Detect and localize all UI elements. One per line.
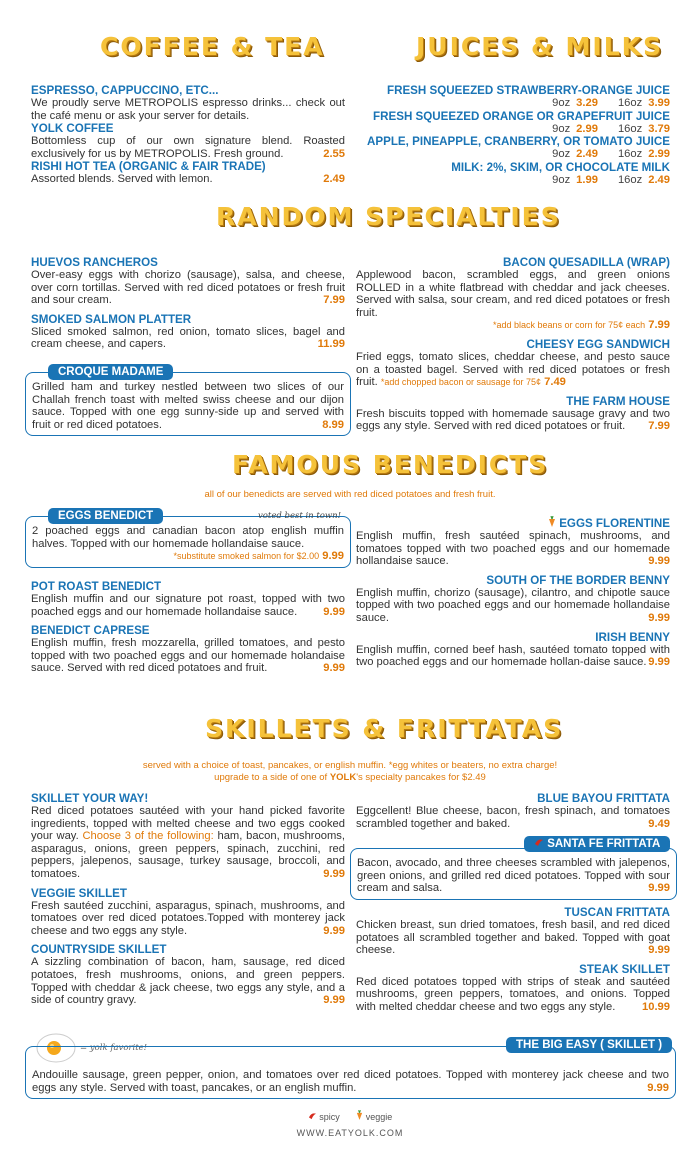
veggie-icon <box>548 516 556 530</box>
juices-column <box>356 84 670 186</box>
benedicts-note: all of our benedicts are served with red diced potatoes and fresh fruit. <box>204 489 496 500</box>
juice-item: FRESH SQUEEZED STRAWBERRY-ORANGE JUICE 9oz 3.29 16oz 3.99 <box>356 84 670 110</box>
voted-best-tag: voted best in town! <box>258 511 342 521</box>
item-desc: Bacon, avocado, and three cheeses scrambled with jalepenos, green onions, and grilled red diced potatoes. Topped with sour cream and salsa. 9.99 <box>357 857 670 895</box>
item-name: SOUTH OF THE BORDER BENNY <box>486 573 670 587</box>
item-name: TUSCAN FRITTATA <box>564 906 670 919</box>
item-price: 7.99 <box>648 420 670 433</box>
big-easy-box <box>25 1046 676 1099</box>
item-desc: We proudly serve METROPOLIS espresso drinks... check out the café menu or ask your server for details. <box>31 97 345 122</box>
juice-item: FRESH SQUEEZED ORANGE OR GRAPEFRUIT JUICE 9oz 2.99 16oz 3.79 <box>356 110 670 136</box>
item-desc: Fresh sautéed zucchini, asparagus, spinach, mushrooms, and tomatoes over red diced potatoes.Topped with monterey jack cheese and two eggs any style. 9.99 <box>31 899 345 937</box>
item-name: CHEESY EGG SANDWICH <box>526 337 670 351</box>
item-price: 9.99 <box>648 611 670 624</box>
yolk-favorite-label: = yolk favorite! <box>80 1043 148 1053</box>
coffee-column <box>31 84 345 186</box>
item-price: 9.99 <box>648 555 670 568</box>
random-left-column <box>31 256 345 357</box>
famous-benedicts-title: FAMOUS BENEDICTS <box>232 450 549 479</box>
item-price: 9.99 <box>648 656 670 669</box>
item-price: 2.55 <box>323 147 345 160</box>
item-name: BENEDICT CAPRESE <box>31 624 150 638</box>
item-desc: Applewood bacon, scrambled eggs, and green onions ROLLED in a white flatbread with cheddar and jack cheeses. Served with salsa, sour cream, and red diced potatoes or fresh fruit. <box>356 269 670 319</box>
item-name: BACON QUESADILLA (WRAP) <box>502 256 670 269</box>
website-url[interactable]: WWW.EATYOLK.COM <box>296 1128 404 1138</box>
menu-item <box>356 256 670 332</box>
skillets-note: served with a choice of toast, pancakes, or english muffin. *egg whites or beaters, no extra charge! upgrade to a side of one of YOLK's specialty pancakes for $2.49 <box>142 760 558 783</box>
menu-item <box>31 624 345 675</box>
eggs-benedict-tab: EGGS BENEDICT <box>48 508 163 524</box>
item-desc: Over-easy eggs with chorizo (sausage), salsa, and cheese, over corn tortillas. Served with red diced potatoes or fresh fruit and sour cream. 7.99 <box>31 269 345 307</box>
menu-item <box>356 574 670 625</box>
item-name: VEGGIE SKILLET <box>31 886 127 900</box>
item-desc: English muffin, corned beef hash, sautéed tomato topped with two poached eggs and our homemade hollan-daise sauce. 9.99 <box>356 643 670 669</box>
item-name: RISHI HOT TEA (ORGANIC & FAIR TRADE) <box>31 160 266 174</box>
menu-item <box>356 906 670 957</box>
item-desc: English muffin and our signature pot roast, topped with two poached eggs and our homemade hollandaise sauce. 9.99 <box>31 593 345 618</box>
item-name: FRESH SQUEEZED STRAWBERRY-ORANGE JUICE <box>386 84 670 97</box>
item-desc: 2 poached eggs and canadian bacon atop english muffin halves. Topped with our homemade hollandaise sauce. <box>32 525 344 550</box>
item-name: BLUE BAYOU FRITTATA <box>537 792 670 805</box>
benedicts-right-column <box>356 516 670 675</box>
item-price: 9.99 <box>323 994 345 1007</box>
item-desc: Eggcellent! Blue cheese, bacon, fresh spinach, and tomatoes scrambled together and baked. 9.49 <box>356 805 670 830</box>
item-note: *add chopped bacon or sausage for 75¢ <box>380 377 541 388</box>
santa-fe-box <box>350 848 677 900</box>
item-name: APPLE, PINEAPPLE, CRANBERRY, OR TOMATO JUICE <box>367 135 670 149</box>
menu-item <box>31 256 345 307</box>
menu-item <box>31 887 345 938</box>
juice-item: MILK: 2%, SKIM, OR CHOCOLATE MILK 9oz 1.99 16oz 2.49 <box>356 161 670 187</box>
item-price: 9.99 <box>323 867 345 880</box>
benedicts-left-column <box>31 580 345 681</box>
random-specialties-title: RANDOM SPECIALTIES <box>216 202 561 231</box>
item-price: 7.99 <box>323 294 345 307</box>
big-easy-tab: THE BIG EASY ( SKILLET ) <box>506 1037 672 1053</box>
item-note: *substitute smoked salmon for $2.00 <box>173 551 320 562</box>
item-price: 8.99 <box>322 418 344 431</box>
menu-item <box>356 631 670 669</box>
menu-item <box>356 338 670 389</box>
item-desc: English muffin, chorizo (sausage), cilantro, and chipotle sauce topped with two poached eggs and our homemade hollandaise sauce. 9.99 <box>356 586 670 624</box>
item-price: 7.49 <box>544 376 566 389</box>
item-desc: Red diced potatoes topped with strips of steak and sautéed mushrooms, green peppers, tomatoes, and onions. Topped with melted cheddar cheese and two eggs any style. 10.99 <box>356 975 670 1013</box>
item-name: MILK: 2%, SKIM, OR CHOCOLATE MILK <box>451 160 670 174</box>
juices-milks-title: JUICES & MILKS <box>416 32 664 61</box>
item-price: 2.49 <box>323 173 345 186</box>
item-desc: Fried eggs, tomato slices, cheddar cheese, and pesto sauce on a toasted bagel. Served with red diced potatoes or fresh fruit. *add chopped bacon or sausage for 75¢ 7.49 <box>356 350 670 389</box>
menu-item <box>31 580 345 618</box>
item-name: POT ROAST BENEDICT <box>31 580 162 593</box>
item-price: 9.99 <box>323 605 345 618</box>
item-price: 9.99 <box>648 944 670 957</box>
item-desc: English muffin, fresh mozzarella, grilled tomatoes, and pesto topped with two poached eggs and our homemade holandaise sauce. Served with red diced potatoes and fruit. 9.99 <box>31 637 345 675</box>
croque-madame-box <box>25 372 351 436</box>
item-desc: Chicken breast, sun dried tomatoes, fresh basil, and red diced potatoes all scrambled together and baked. Topped with goat cheese. 9.99 <box>356 919 670 957</box>
item-name: SKILLET YOUR WAY! <box>31 792 149 805</box>
item-desc: Red diced potatoes sautéed with your hand picked favorite ingredients, topped with melted cheese and two eggs cooked your way. Choose 3 of the following: ham, bacon, mushrooms, asparagus, onions, green peppers, spinach, zucchini, red peppers, jalepenos, sausage, turkey sausage, broccoli, and tomatoes. 9.99 <box>31 805 345 880</box>
legend <box>0 1110 700 1122</box>
skillets-right-column <box>356 792 670 836</box>
spicy-label: spicy <box>319 1112 340 1122</box>
spicy-icon <box>308 1112 317 1122</box>
coffee-tea-title: COFFEE & TEA <box>100 32 325 61</box>
item-note: *add black beans or corn for 75¢ each <box>493 320 646 331</box>
item-name: YOLK COFFEE <box>31 122 114 136</box>
skillets-left-column <box>31 792 345 1013</box>
juice-item: APPLE, PINEAPPLE, CRANBERRY, OR TOMATO JUICE 9oz 2.49 16oz 2.99 <box>356 135 670 161</box>
item-name: FRESH SQUEEZED ORANGE OR GRAPEFRUIT JUICE <box>373 109 670 123</box>
item-name: SMOKED SALMON PLATTER <box>31 312 192 326</box>
item-desc: Sliced smoked salmon, red onion, tomato slices, bagel and cream cheese, and capers. 11.99 <box>31 325 345 351</box>
veggie-label: veggie <box>365 1112 393 1122</box>
item-price: 9.99 <box>648 882 670 895</box>
item-name: STEAK SKILLET <box>579 962 670 976</box>
menu-item <box>31 943 345 1006</box>
menu-item <box>356 963 670 1014</box>
item-desc: A sizzling combination of bacon, ham, sausage, red diced potatoes, fresh mushrooms, onions, and green peppers. Topped with cheddar & jack cheese, two eggs any style, and a side of country gravy. 9.99 <box>31 956 345 1007</box>
item-price: 7.99 <box>648 319 670 332</box>
item-desc: Bottomless cup of our own signature blend. Roasted exclusively for us by METROPOLIS. Fresh ground. 2.55 <box>31 135 345 160</box>
item-name: IRISH BENNY <box>595 630 670 644</box>
item-desc: Grilled ham and turkey nestled between two slices of our Challah french toast with melted swiss cheese and our dijon sauce. Topped with one egg sunny-side up and served with fruit or red diced potatoes. 8.99 <box>32 381 344 431</box>
item-desc: English muffin, fresh sautéed spinach, mushrooms, and tomatoes topped with two poached eggs and our homemade hollandaise sauce. 9.99 <box>356 530 670 568</box>
item-name: EGGS FLORENTINE <box>356 516 670 530</box>
item-desc: Andouille sausage, green pepper, onion, and tomatoes over red diced potatoes. Topped with monterey jack cheese and two eggs any style. Served with toast, pancakes, or an english muffin. 9.99 <box>32 1069 669 1094</box>
item-desc: Fresh biscuits topped with homemade sausage gravy and two eggs any style. Served with red diced potatoes or fruit. 7.99 <box>356 407 670 433</box>
random-right-column <box>356 256 670 439</box>
menu-item <box>31 792 345 881</box>
item-price: 11.99 <box>317 338 345 351</box>
item-price: 9.99 <box>323 924 345 937</box>
menu-item <box>31 313 345 351</box>
spicy-icon <box>534 838 544 850</box>
santa-fe-tab: SANTA FE FRITTATA <box>524 836 670 852</box>
item-price: 9.99 <box>322 550 344 563</box>
item-name: ESPRESSO, CAPPUCCINO, ETC... <box>31 84 219 97</box>
item-price: 9.99 <box>647 1081 669 1094</box>
item-name: COUNTRYSIDE SKILLET <box>31 943 167 957</box>
menu-item <box>356 792 670 830</box>
item-name: THE FARM HOUSE <box>566 394 670 408</box>
menu-item <box>356 395 670 433</box>
skillets-frittatas-title: SKILLETS & FRITTATAS <box>205 714 564 743</box>
item-price: 9.99 <box>323 662 345 675</box>
item-name: HUEVOS RANCHEROS <box>31 256 158 269</box>
skillets-right-column-lower <box>356 906 670 1020</box>
croque-madame-tab: CROQUE MADAME <box>48 364 173 380</box>
veggie-icon <box>356 1110 363 1122</box>
item-price: 10.99 <box>642 1000 670 1013</box>
menu-item <box>356 516 670 568</box>
item-price: 9.49 <box>648 817 670 830</box>
item-desc: Assorted blends. Served with lemon. 2.49 <box>31 173 345 186</box>
